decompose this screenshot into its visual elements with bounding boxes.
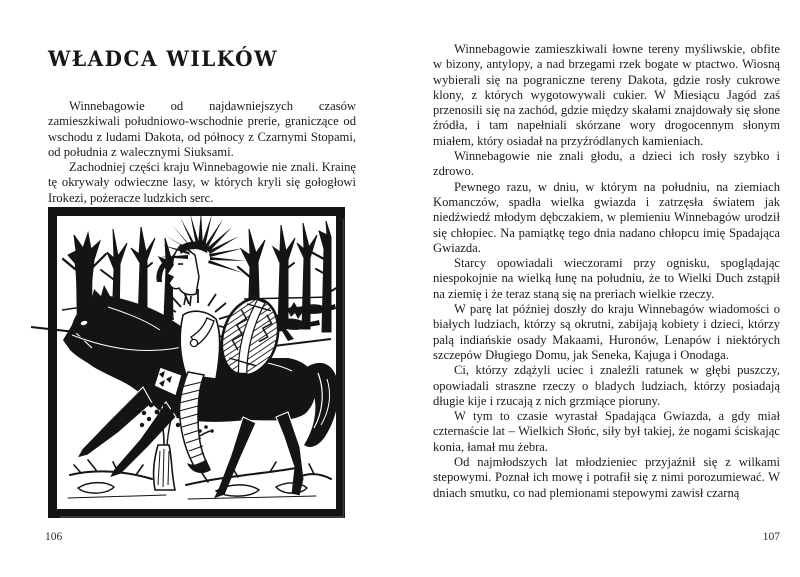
page-number-left: 106	[45, 531, 63, 543]
paragraph: Starcy opowiadali wieczorami przy ognisku, spoglądając niespokojnie na wielką łunę na południu, że to Wielki Duch zstąpił na ziemię i że teraz staną się na preriach wielkie rzeczy.	[433, 256, 780, 301]
paragraph: Od najmłodszych lat młodzieniec przyjaźnił się z wilkami stepowymi. Poznał ich mowę i potrafił się z nimi porozumiewać. W dniach smutku, co nad plemionami stepowymi zawisł czarną	[433, 455, 780, 500]
page-number-right: 107	[762, 531, 780, 543]
paragraph: W parę lat później doszły do kraju Winnebagów wiadomości o białych ludziach, którzy są okrutni, zabijają kobiety i dzieci, którzy palą indiańskie osady Makaami, Huronów, Lenapów i niektórych szczepów Długiego Domu, jak Seneka, Kajuga i Onodaga.	[433, 302, 780, 362]
right-page	[433, 42, 780, 501]
paragraph: Pewnego razu, w dniu, w którym na południu, na ziemiach Komanczów, spadła wielka gwiazda i zatrzęsła światem jak niedźwiedź młodym dębczakiem, w plemieniu Winnebagów urodził się chłopiec. Na pamiątkę tego dnia nadano chłopcu imię Spadająca Gwiazda.	[433, 179, 780, 255]
paragraph: Ci, którzy zdążyli uciec i znaleźli ratunek w głębi puszczy, opowiadali straszne rzeczy o bladych ludziach, którzy posiadają długie kije i rzucają z nich grzmiące pioruny.	[433, 363, 780, 408]
paragraph: Winnebagowie od najdawniejszych czasów zamieszkiwali południowo-wschodnie prerie, graniczące od wschodu z ludami Dakota, od północy z Czarnymi Stopami, od południa z walecznymi Siuksami.	[48, 99, 356, 159]
paragraph: Winnebagowie zamieszkiwali łowne tereny myśliwskie, obfite w bizony, antylopy, a nad brzegami rzek bogate w ptactwo. Wiosną wybierali się na pograniczne tereny Dakota, gdzie rosły cukrowe klony, z których wygotowywali cukier. W Miesiącu Jagód zaś przenosili się na zachód, gdzie między skałami znajdowały się słone źródła, i tam napełniali skórzane wory drogocennym słonym miałem, który osiadał na przyźródlanych kamieniach.	[433, 42, 780, 148]
left-page	[48, 46, 356, 206]
paragraph: W tym to czasie wyrastał Spadająca Gwiazda, a gdy miał czternaście lat – Wielkich Słońc, siły był takiej, że nogami ściskając konia, łamał mu żebra.	[433, 409, 780, 454]
left-page-text	[48, 99, 356, 206]
chapter-title: WŁADCA WILKÓW	[48, 46, 279, 72]
woodcut-illustration	[48, 207, 345, 518]
right-page-text	[433, 42, 780, 501]
paragraph: Winnebagowie nie znali głodu, a dzieci ich rosły szybko i zdrowo.	[433, 149, 780, 179]
paragraph: Zachodniej części kraju Winnebagowie nie znali. Krainę tę okrywały odwieczne lasy, w których kryli się gołogłowi Irokezi, pożeracze ludzkich serc.	[48, 160, 356, 205]
